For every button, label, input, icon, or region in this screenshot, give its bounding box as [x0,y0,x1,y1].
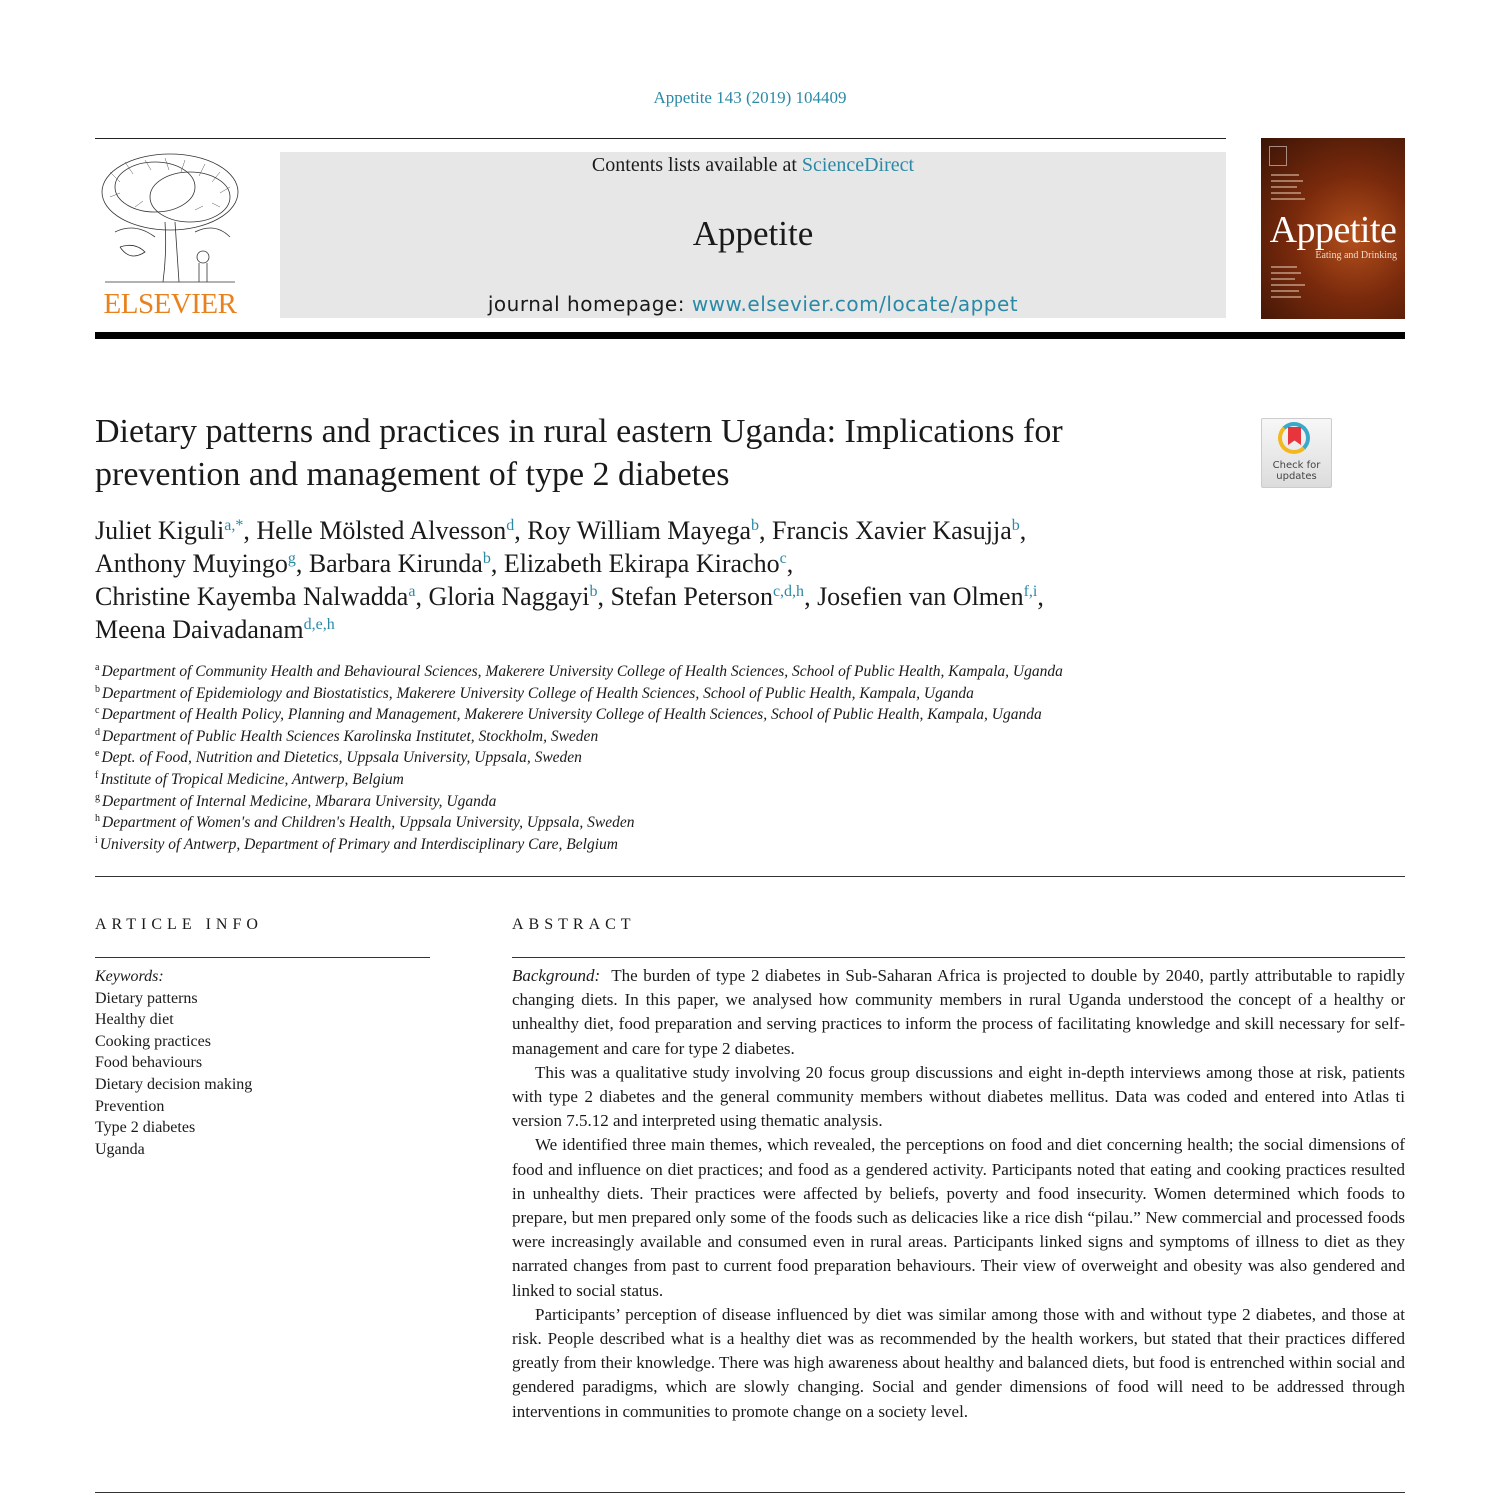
abstract-body [512,964,1405,1424]
affiliation-link[interactable]: d,e,h [303,616,335,633]
affiliation-link[interactable]: c [779,550,787,567]
affiliation-link[interactable]: c,d,h [772,583,805,600]
author[interactable]: Roy William Mayega$^b$ [527,516,760,545]
affiliation-link[interactable]: a,* [224,517,244,534]
divider [512,957,1405,958]
affiliation-item: $^a$ Department of Community Health and Behavioural Sciences, Makerere University College of Health Sciences, School of Public Health, Kampala, Uganda [95,662,1063,680]
abstract-paragraph: Background: The burden of type 2 diabetes in Sub-Saharan Africa is projected to double by 2040, partly attributable to rapidly changing diets. In this paper, we analysed how community members in rural Uganda understood the concept of a healthy or unhealthy diet, food preparation and serving practices to inform the process of facilitating knowledge and skill necessary for self-management and care for type 2 diabetes. [512,966,1405,1058]
journal-name: Appetite [692,214,814,253]
affiliation-link[interactable]: d [506,517,515,534]
keyword: Healthy diet [95,1011,174,1029]
author[interactable]: Anthony Muyingo$^g$ [95,549,296,578]
author[interactable]: Meena Daivadanam$^{d,e,h}$ [95,615,335,644]
journal-citation[interactable] [0,88,1500,108]
citation-link[interactable]: Appetite 143 (2019) 104409 [653,88,847,107]
homepage-link[interactable]: www.elsevier.com/locate/appet [691,292,1019,316]
keywords-label: Keywords: [95,968,164,985]
affiliation-link[interactable]: b [1011,517,1020,534]
article-title: Dietary patterns and practices in rural eastern Uganda: Implications for prevention and management of type 2 diabetes [95,413,1063,493]
cover-subtitle: Eating and Drinking [1315,250,1397,261]
author[interactable]: Christine Kayemba Nalwadda$^a$ [95,582,416,611]
journal-banner [280,152,1226,318]
affiliation-item: $^b$ Department of Epidemiology and Biostatistics, Makerere University College of Health Sciences, School of Public Health, Kampala, Uganda [95,683,974,702]
author[interactable]: Juliet Kiguli$^{a,*}$ [95,516,244,545]
author-list: Juliet Kiguli$^{a,*}$, Helle Mölsted Alvesson$^d$, Roy William Mayega$^b$, Francis Xavier Kasujja$^b$, Anthony Muyingo$^g$, Barbara Kirunda$^b$, Elizabeth Ekirapa Kiracho$^c$, Christine Kayemba Nalwadda$^a$, Gloria Naggayi$^b$, Stefan Peterson$^{c,d,h}$, Josefien van Olmen$^{f,i}$, Meena Daivadanam$^{d,e,h}$ [95,516,1044,644]
affiliation-link[interactable]: b [751,517,760,534]
affiliation-link[interactable]: a [408,583,416,600]
affiliations [95,661,1295,855]
affiliation-item: $^d$ Department of Public Health Sciences Karolinska Institutet, Stockholm, Sweden [95,726,599,745]
publisher-name: ELSEVIER [103,288,237,320]
affiliation-item: $^h$ Department of Women's and Children's Health, Uppsala University, Uppsala, Sweden [95,813,635,832]
affiliation-link[interactable]: b [589,583,598,600]
affiliation-link[interactable]: f,i [1023,583,1038,600]
divider [95,957,430,958]
keyword: Type 2 diabetes [95,1119,196,1137]
author[interactable]: Barbara Kirunda$^b$ [308,549,491,578]
author[interactable]: Francis Xavier Kasujja$^b$ [772,516,1020,545]
sciencedirect-link[interactable]: ScienceDirect [801,154,915,176]
abstract-heading: ABSTRACT [512,916,636,933]
affiliation-link[interactable]: g [287,550,296,567]
keyword: Dietary patterns [95,989,198,1007]
affiliation-item: $^i$ University of Antwerp, Department of Primary and Interdisciplinary Care, Belgium [95,834,618,853]
article-info-heading: ARTICLE INFO [95,916,263,933]
homepage-line: journal homepage: www.elsevier.com/locate/appet [487,292,1019,316]
author[interactable]: Helle Mölsted Alvesson$^d$ [256,516,515,545]
abstract-paragraph: This was a qualitative study involving 20 focus group discussions and eight in-depth interviews among those at risk, patients with type 2 diabetes and the general community members without diabetes mellitus. Data was coded and entered into Atlas ti version 7.5.12 and interpreted using thematic analysis. [512,1062,1405,1131]
author[interactable]: Stefan Peterson$^{c,d,h}$ [610,582,805,611]
author[interactable]: Gloria Naggayi$^b$ [428,582,598,611]
keyword: Uganda [95,1140,145,1158]
contents-line: Contents lists available at ScienceDirect [591,154,915,176]
affiliation-link[interactable]: b [482,550,491,567]
author[interactable]: Elizabeth Ekirapa Kiracho$^c$ [503,549,787,578]
check-for-updates-button[interactable]: Check for updates [1261,418,1332,488]
keyword: Cooking practices [95,1032,211,1050]
keyword: Prevention [95,1097,165,1115]
divider [95,876,1405,877]
abstract-paragraph: We identified three main themes, which revealed, the perceptions on food and diet concerning health; the social dimensions of food and influence on diet practices; and food as a gendered activity. Participants noted that eating and cooking practices resulted in unhealthy diets. Their practices were affected by beliefs, poverty and food insecurity. Women determined which foods to prepare, but men prepared only some of the foods such as delicacies like a rice dish “pilau.” New commercial and processed foods were increasingly available and consumed even in rural areas. Participants linked signs and symptoms of illness to diet as they narrated changes from past to current food preparation behaviours. Their view of overweight and obesity was also gendered and linked to social status. [512,1135,1405,1300]
affiliation-item: $^g$ Department of Internal Medicine, Mbarara University, Uganda [95,791,497,810]
header-divider [95,332,1405,339]
author[interactable]: Josefien van Olmen$^{f,i}$ [817,582,1038,611]
divider [95,1492,1405,1493]
abstract-lead: Background: [512,966,601,985]
divider [95,138,1226,139]
keywords-list [95,966,252,1160]
abstract-paragraph: Participants’ perception of disease influenced by diet was similar among those with and without type 2 diabetes, and those at risk. People described what is a healthy diet was as recommended by the health workers, but stated that their practices differed greatly from their knowledge. There was high awareness about healthy and balanced diets, but food is entrenched within social and gendered paradigms, which are slowly changing. Social and gender dimensions of food will need to be addressed through interventions in communities to promote change on a society level. [512,1304,1405,1421]
keyword: Food behaviours [95,1054,203,1072]
journal-cover-image[interactable] [1261,138,1405,319]
affiliation-item: $^f$ Institute of Tropical Medicine, Antwerp, Belgium [95,769,404,788]
keyword: Dietary decision making [95,1075,253,1093]
affiliation-item: $^e$ Dept. of Food, Nutrition and Dietetics, Uppsala University, Uppsala, Sweden [95,748,582,767]
cover-elsevier-logo-icon [1269,146,1287,166]
cover-title: Appetite [1269,209,1397,251]
affiliation-item: $^c$ Department of Health Policy, Planning and Management, Makerere University College of Health Sciences, School of Public Health, Kampala, Uganda [95,705,1042,724]
